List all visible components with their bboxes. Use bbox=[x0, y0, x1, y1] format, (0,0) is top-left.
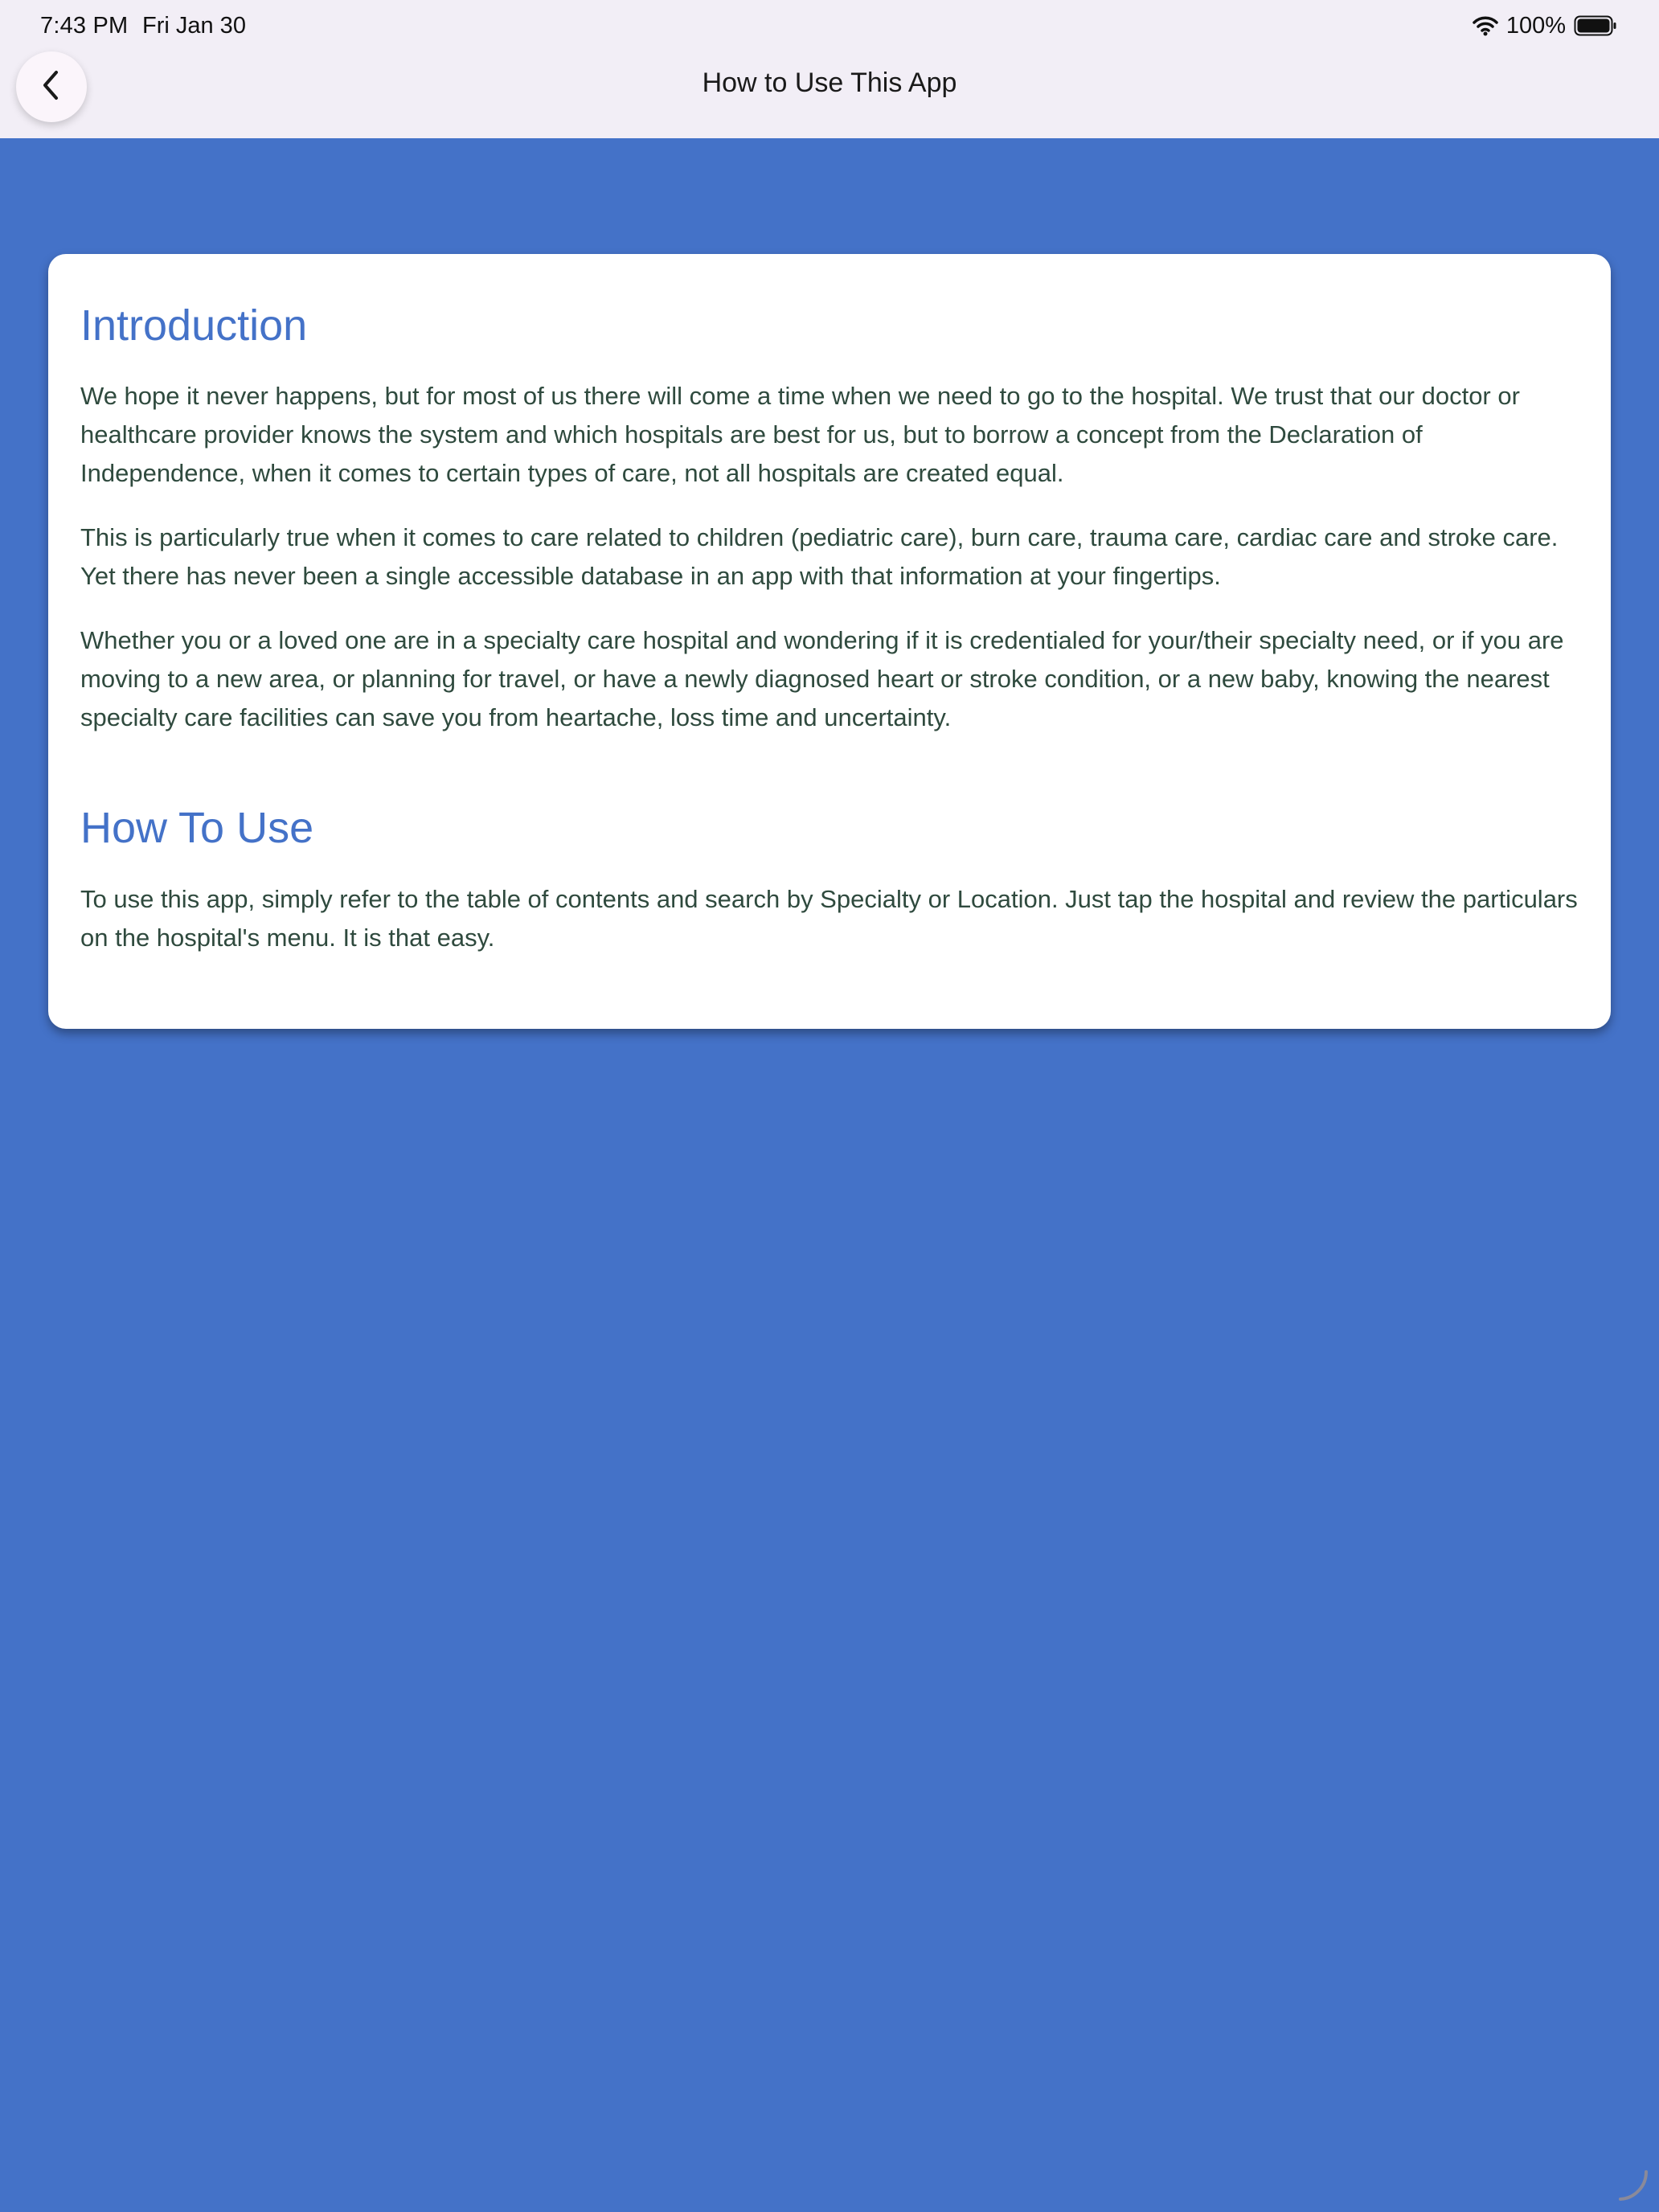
intro-paragraph: This is particularly true when it comes to care related to children (pediatric care), burn care, trauma care, cardiac care and stroke care. Yet there has never been a single accessible database in an app with that information at your fingertips. bbox=[80, 523, 1559, 591]
content-card bbox=[48, 254, 1611, 1029]
status-indicators bbox=[1473, 11, 1617, 40]
intro-paragraph: Whether you or a loved one are in a specialty care hospital and wondering if it is credentialed for your/their specialty need, or if you are moving to a new area, or planning for travel, or have a newly diagnosed heart or stroke condition, or a new baby, knowing the nearest specialty care facilities can save you from heartache, loss time and uncertainty. bbox=[80, 626, 1564, 732]
how-to-use-heading: How To Use bbox=[80, 804, 314, 853]
top-bar bbox=[0, 0, 1659, 138]
loading-spinner-icon bbox=[1614, 2167, 1649, 2202]
status-date: Fri Jan 30 bbox=[142, 13, 246, 39]
how-to-use-paragraph: To use this app, simply refer to the table of contents and search by Specialty or Location. Just tap the hospital and review the particulars on the hospital's menu. It is that easy. bbox=[80, 884, 1578, 952]
wifi-icon bbox=[1473, 15, 1498, 36]
introduction-heading: Introduction bbox=[80, 301, 308, 350]
status-time: 7:43 PM bbox=[40, 13, 129, 39]
page-title: How to Use This App bbox=[702, 68, 957, 98]
intro-paragraph: We hope it never happens, but for most of us there will come a time when we need to go to the hospital. We trust that our doctor or healthcare provider knows the system and which hospitals are best for us, but to borrow a concept from the Declaration of Independence, when it comes to certain types of care, not all hospitals are created equal. bbox=[80, 382, 1520, 488]
battery-percentage: 100% bbox=[1505, 12, 1566, 39]
battery-icon bbox=[1574, 15, 1617, 36]
